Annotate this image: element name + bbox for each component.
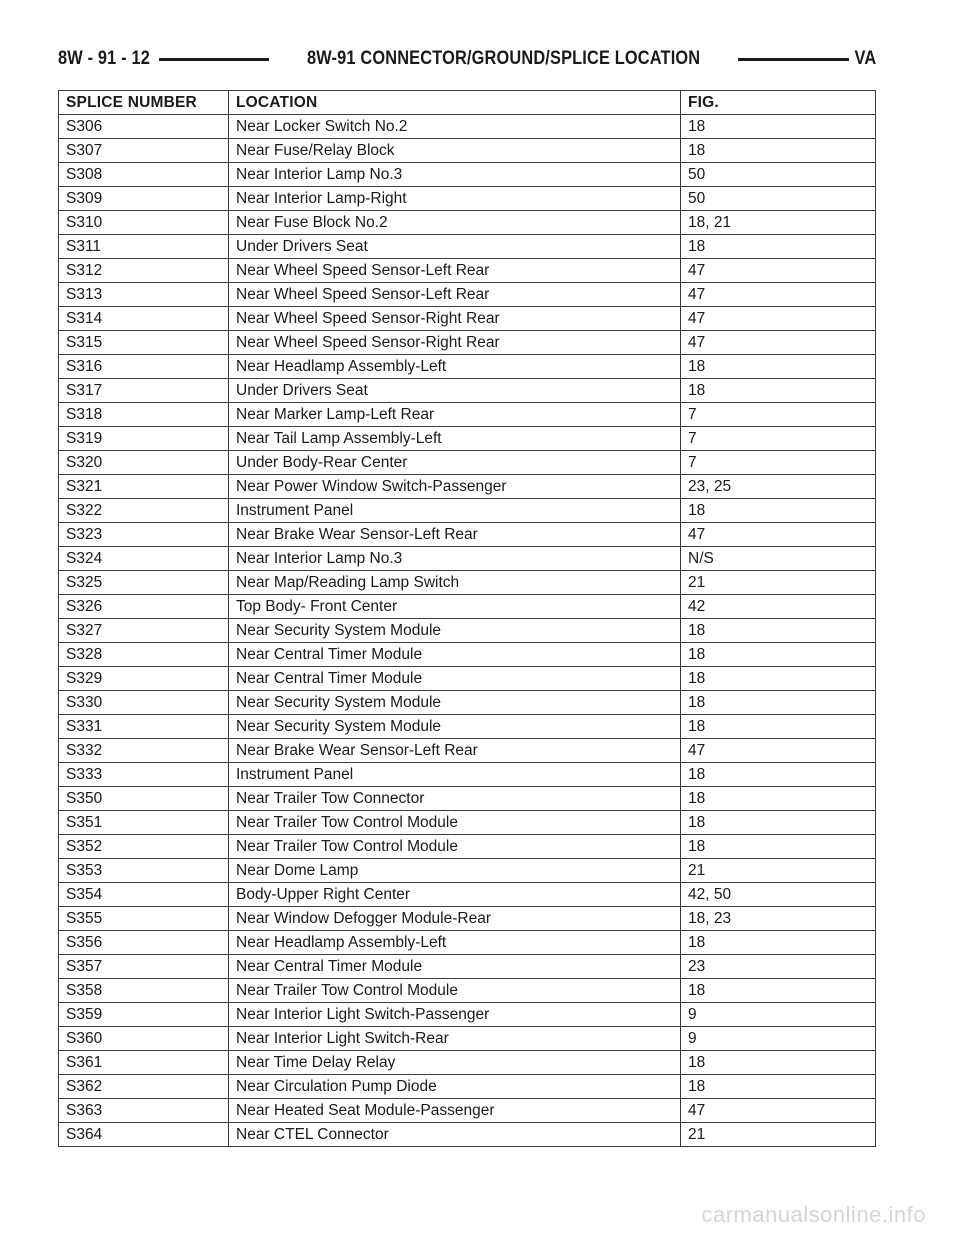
fig-cell: 18 [681,1075,876,1099]
splice-number-cell: S353 [59,859,229,883]
fig-cell: 18 [681,931,876,955]
location-cell: Near Wheel Speed Sensor-Right Rear [229,307,681,331]
watermark: carmanualsonline.info [701,1202,926,1227]
fig-cell: 47 [681,307,876,331]
splice-number-cell: S311 [59,235,229,259]
location-cell: Near Tail Lamp Assembly-Left [229,427,681,451]
table-row [59,571,876,595]
fig-cell: 47 [681,259,876,283]
location-cell: Near Security System Module [229,715,681,739]
table-row [59,403,876,427]
splice-number-cell: S313 [59,283,229,307]
location-cell: Near Brake Wear Sensor-Left Rear [229,739,681,763]
page-number: 8W - 91 - 12 [58,48,150,69]
fig-cell: 18 [681,691,876,715]
table-row [59,163,876,187]
splice-number-cell: S351 [59,811,229,835]
table-row [59,427,876,451]
table-row [59,643,876,667]
table-row [59,355,876,379]
splice-number-cell: S357 [59,955,229,979]
fig-cell: 7 [681,427,876,451]
table-row [59,499,876,523]
splice-number-cell: S308 [59,163,229,187]
location-cell: Near Headlamp Assembly-Left [229,355,681,379]
fig-cell: 21 [681,571,876,595]
splice-number-cell: S315 [59,331,229,355]
fig-cell: 18, 21 [681,211,876,235]
location-cell: Near Trailer Tow Control Module [229,811,681,835]
fig-cell: 21 [681,859,876,883]
location-cell: Near Central Timer Module [229,667,681,691]
table-row [59,187,876,211]
splice-number-cell: S322 [59,499,229,523]
splice-number-cell: S328 [59,643,229,667]
location-cell: Near Central Timer Module [229,955,681,979]
fig-cell: 18 [681,667,876,691]
location-cell: Near Trailer Tow Connector [229,787,681,811]
table-row [59,1099,876,1123]
fig-cell: 18, 23 [681,907,876,931]
table-row [59,235,876,259]
table-row [59,787,876,811]
location-cell: Near Power Window Switch-Passenger [229,475,681,499]
location-cell: Near Wheel Speed Sensor-Left Rear [229,283,681,307]
location-cell: Near Time Delay Relay [229,1051,681,1075]
location-cell: Near Central Timer Module [229,643,681,667]
splice-number-cell: S312 [59,259,229,283]
fig-cell: 47 [681,283,876,307]
splice-number-cell: S319 [59,427,229,451]
location-cell: Near Locker Switch No.2 [229,115,681,139]
table-row [59,955,876,979]
fig-cell: 47 [681,523,876,547]
splice-number-cell: S314 [59,307,229,331]
model-code: VA [854,48,876,69]
table-row [59,139,876,163]
location-cell: Near Circulation Pump Diode [229,1075,681,1099]
fig-cell: 47 [681,739,876,763]
location-cell: Near Window Defogger Module-Rear [229,907,681,931]
header-rule-left [159,58,269,61]
splice-number-cell: S321 [59,475,229,499]
splice-number-cell: S310 [59,211,229,235]
splice-number-cell: S318 [59,403,229,427]
location-cell: Near Wheel Speed Sensor-Left Rear [229,259,681,283]
location-cell: Under Drivers Seat [229,379,681,403]
table-row [59,595,876,619]
location-cell: Near Interior Lamp No.3 [229,163,681,187]
location-cell: Near Brake Wear Sensor-Left Rear [229,523,681,547]
table-row [59,715,876,739]
column-header-splice-number: SPLICE NUMBER [59,91,229,115]
fig-cell: 9 [681,1003,876,1027]
splice-location-table [58,90,876,1147]
fig-cell: 47 [681,1099,876,1123]
fig-cell: 18 [681,715,876,739]
fig-cell: 18 [681,139,876,163]
fig-cell: 18 [681,835,876,859]
location-cell: Near Wheel Speed Sensor-Right Rear [229,331,681,355]
location-cell: Near Fuse Block No.2 [229,211,681,235]
location-cell: Top Body- Front Center [229,595,681,619]
table-row [59,619,876,643]
table-row [59,859,876,883]
section-title: 8W-91 CONNECTOR/GROUND/SPLICE LOCATION [307,48,701,69]
table-row [59,547,876,571]
fig-cell: 18 [681,643,876,667]
fig-cell: 18 [681,619,876,643]
fig-cell: 18 [681,235,876,259]
table-row [59,211,876,235]
table-row [59,283,876,307]
location-cell: Near Trailer Tow Control Module [229,979,681,1003]
fig-cell: 18 [681,379,876,403]
splice-number-cell: S325 [59,571,229,595]
splice-number-cell: S352 [59,835,229,859]
table-row [59,979,876,1003]
location-cell: Instrument Panel [229,499,681,523]
fig-cell: 18 [681,355,876,379]
splice-number-cell: S320 [59,451,229,475]
splice-number-cell: S363 [59,1099,229,1123]
splice-number-cell: S350 [59,787,229,811]
location-cell: Instrument Panel [229,763,681,787]
fig-cell: 42, 50 [681,883,876,907]
location-cell: Near Interior Light Switch-Rear [229,1027,681,1051]
splice-number-cell: S358 [59,979,229,1003]
fig-cell: 18 [681,787,876,811]
location-cell: Near Headlamp Assembly-Left [229,931,681,955]
table-row [59,667,876,691]
splice-number-cell: S306 [59,115,229,139]
table-row [59,811,876,835]
location-cell: Near Map/Reading Lamp Switch [229,571,681,595]
table-row [59,907,876,931]
column-header-location: LOCATION [229,91,681,115]
location-cell: Near Security System Module [229,691,681,715]
location-cell: Near Security System Module [229,619,681,643]
location-cell: Under Drivers Seat [229,235,681,259]
location-cell: Near CTEL Connector [229,1123,681,1147]
table-row [59,451,876,475]
splice-number-cell: S359 [59,1003,229,1027]
fig-cell: 18 [681,763,876,787]
table-row [59,307,876,331]
splice-number-cell: S354 [59,883,229,907]
fig-cell: 18 [681,979,876,1003]
splice-number-cell: S329 [59,667,229,691]
page-header [58,44,876,74]
splice-number-cell: S316 [59,355,229,379]
table-header-row [59,91,876,115]
location-cell: Near Dome Lamp [229,859,681,883]
table-row [59,835,876,859]
fig-cell: 50 [681,187,876,211]
table-body [59,115,876,1147]
location-cell: Near Interior Lamp-Right [229,187,681,211]
splice-number-cell: S364 [59,1123,229,1147]
splice-number-cell: S309 [59,187,229,211]
fig-cell: 23 [681,955,876,979]
table-row [59,331,876,355]
splice-number-cell: S317 [59,379,229,403]
fig-cell: 7 [681,451,876,475]
fig-cell: 47 [681,331,876,355]
column-header-fig: FIG. [681,91,876,115]
splice-number-cell: S360 [59,1027,229,1051]
table-row [59,1075,876,1099]
fig-cell: 18 [681,1051,876,1075]
fig-cell: 18 [681,811,876,835]
table-row [59,883,876,907]
table-row [59,691,876,715]
splice-number-cell: S332 [59,739,229,763]
location-cell: Under Body-Rear Center [229,451,681,475]
table-row [59,523,876,547]
splice-number-cell: S362 [59,1075,229,1099]
table-row [59,475,876,499]
table-row [59,739,876,763]
splice-number-cell: S356 [59,931,229,955]
splice-number-cell: S355 [59,907,229,931]
splice-number-cell: S330 [59,691,229,715]
fig-cell: 42 [681,595,876,619]
splice-number-cell: S307 [59,139,229,163]
table-row [59,1027,876,1051]
location-cell: Near Marker Lamp-Left Rear [229,403,681,427]
fig-cell: 9 [681,1027,876,1051]
location-cell: Body-Upper Right Center [229,883,681,907]
table-row [59,379,876,403]
location-cell: Near Fuse/Relay Block [229,139,681,163]
location-cell: Near Interior Lamp No.3 [229,547,681,571]
splice-number-cell: S327 [59,619,229,643]
splice-number-cell: S331 [59,715,229,739]
header-rule-right [738,58,848,61]
fig-cell: 23, 25 [681,475,876,499]
splice-number-cell: S323 [59,523,229,547]
table-row [59,931,876,955]
fig-cell: 50 [681,163,876,187]
fig-cell: 18 [681,499,876,523]
fig-cell: 21 [681,1123,876,1147]
table-row [59,115,876,139]
splice-number-cell: S326 [59,595,229,619]
location-cell: Near Trailer Tow Control Module [229,835,681,859]
fig-cell: 18 [681,115,876,139]
table-row [59,1123,876,1147]
table-row [59,1003,876,1027]
splice-number-cell: S361 [59,1051,229,1075]
table-row [59,763,876,787]
table-row [59,259,876,283]
splice-number-cell: S324 [59,547,229,571]
fig-cell: N/S [681,547,876,571]
splice-number-cell: S333 [59,763,229,787]
fig-cell: 7 [681,403,876,427]
location-cell: Near Heated Seat Module-Passenger [229,1099,681,1123]
table-row [59,1051,876,1075]
location-cell: Near Interior Light Switch-Passenger [229,1003,681,1027]
